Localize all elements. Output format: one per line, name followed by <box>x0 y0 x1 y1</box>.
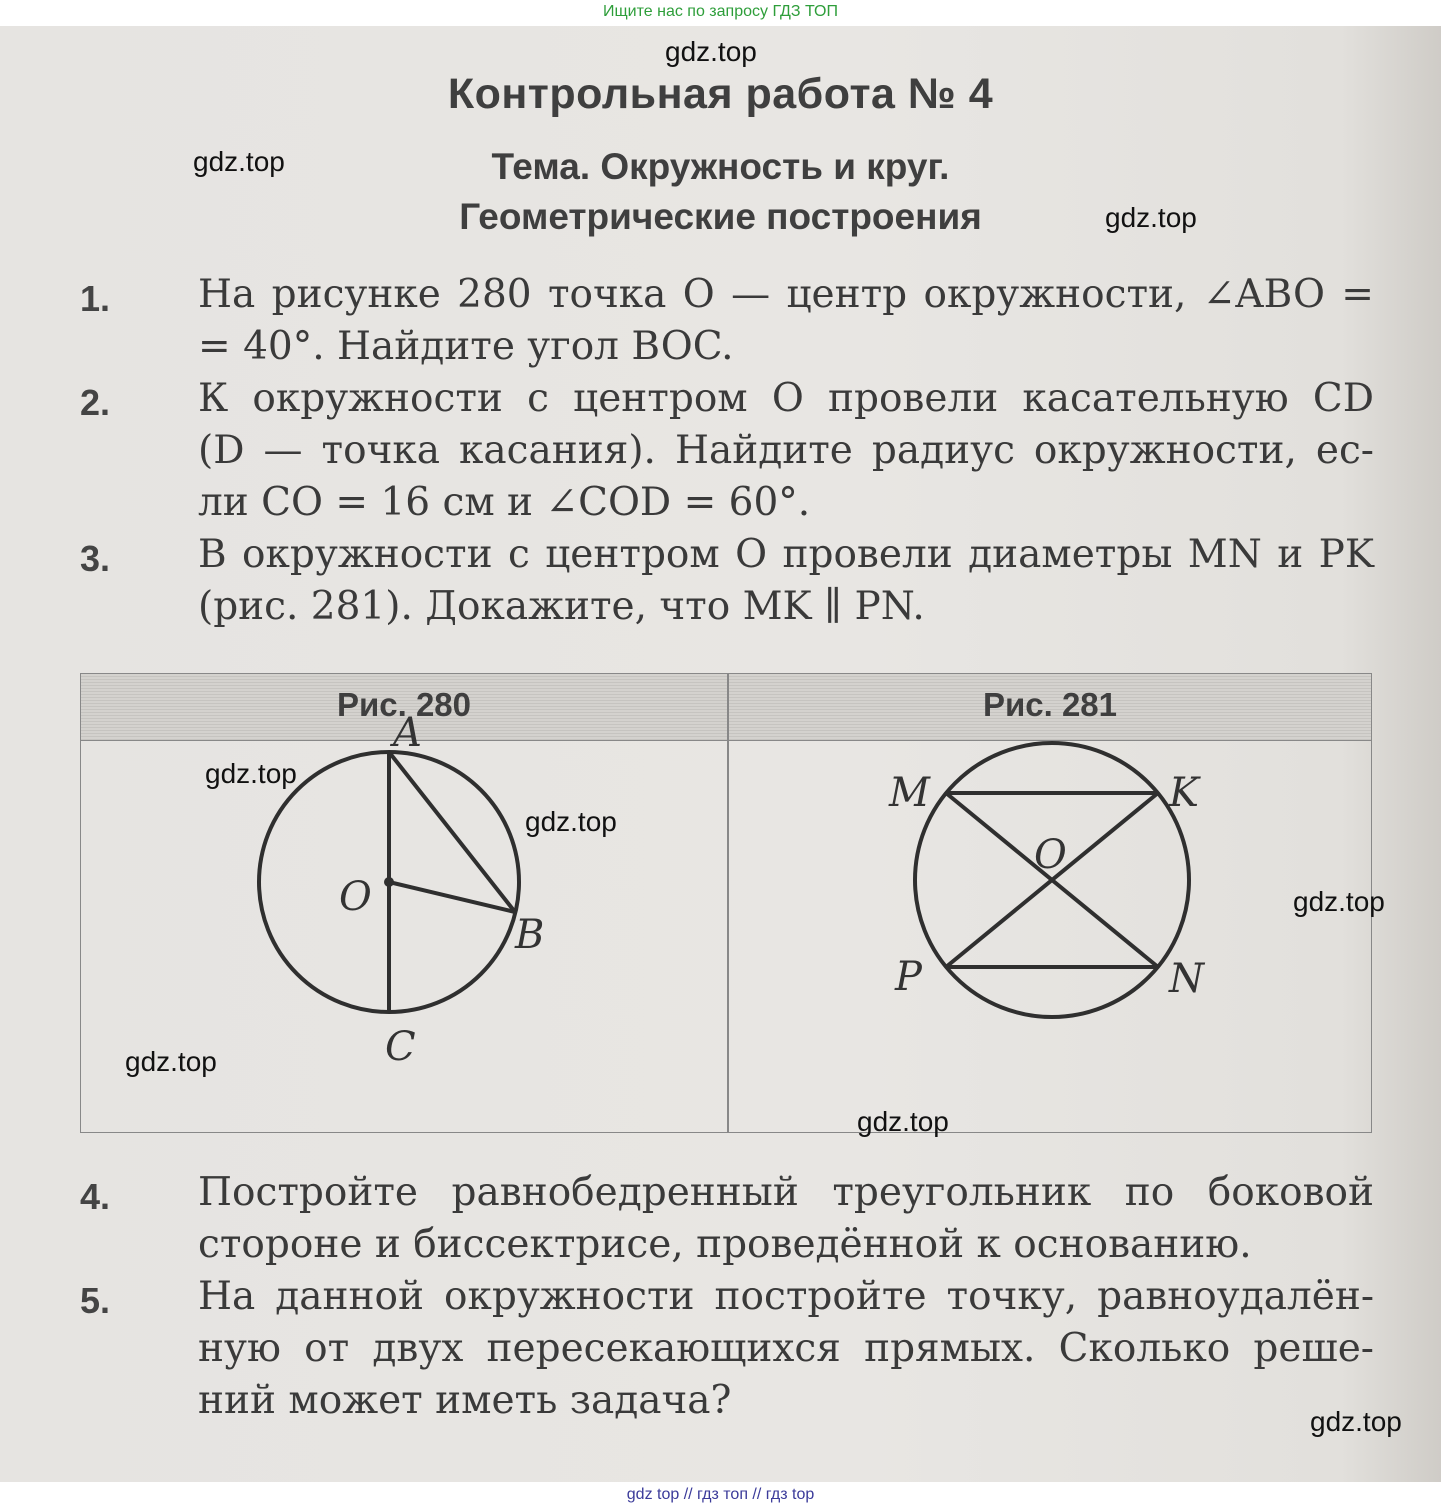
fig-280-label-o: O <box>339 874 372 920</box>
fig-280-center-point <box>384 877 394 887</box>
task-5-number: 5. <box>80 1280 111 1321</box>
task-3-line-2: (рис. 281). Докажите, что MK ∥ PN. <box>198 584 925 629</box>
task-2-line-1: К окружности с центром O провели касательную CD <box>198 376 1374 421</box>
watermark: gdz.top <box>193 146 285 177</box>
task-2-number: 2. <box>80 382 111 423</box>
task-4-number: 4. <box>80 1176 111 1217</box>
watermark: gdz.top <box>857 1106 949 1137</box>
fig-281-label-n: N <box>1169 956 1204 1002</box>
fig-281-label-m: M <box>889 770 930 816</box>
fig-280-label-b: B <box>515 912 545 958</box>
watermark: gdz.top <box>1310 1406 1402 1437</box>
task-2-line-3: ли CO = 16 см и ∠COD = 60°. <box>198 480 811 525</box>
watermark: gdz.top <box>665 36 757 67</box>
watermark: gdz.top <box>1293 886 1385 917</box>
task-5-line-2: ную от двух пересекающихся прямых. Сколько реше- <box>198 1326 1374 1371</box>
fig-281-caption: Рис. 281 <box>982 686 1118 723</box>
task-4-line-2: стороне и биссектрисе, проведённой к основанию. <box>198 1222 1252 1267</box>
task-1-line-1: На рисунке 280 точка O — центр окружности, ∠ABO = <box>198 272 1374 317</box>
fig-280-label-a: A <box>393 710 422 756</box>
figures-table <box>80 673 1372 1133</box>
task-5-line-1: На данной окружности постройте точку, равноудалён- <box>198 1274 1374 1319</box>
watermark: gdz.top <box>125 1046 217 1077</box>
topic-line-1: Тема. Окружность и круг. <box>491 146 950 187</box>
watermark: gdz.top <box>1105 202 1197 233</box>
watermark: gdz.top <box>205 758 297 789</box>
watermark: gdz.top <box>525 806 617 837</box>
task-2-line-2: (D — точка касания). Найдите радиус окружности, ес- <box>198 428 1374 473</box>
task-4-line-1: Постройте равнобедренный треугольник по боковой <box>198 1170 1374 1215</box>
task-5-line-3: ний может иметь задача? <box>198 1378 732 1423</box>
fig-280-label-c: C <box>385 1024 416 1070</box>
fig-281-label-o: O <box>1034 832 1067 878</box>
fig-281-label-p: P <box>895 954 922 1000</box>
textbook-page <box>0 26 1441 1482</box>
task-3-line-1: В окружности с центром O провели диаметры MN и PK <box>198 532 1374 577</box>
fig-281-label-k: K <box>1169 770 1199 816</box>
promo-banner-top: Ищите нас по запросу ГДЗ ТОП <box>603 3 838 20</box>
promo-banner-bottom: gdz top // гдз топ // гдз top <box>626 1486 815 1503</box>
fig-280-caption: Рис. 280 <box>336 686 472 723</box>
task-3-number: 3. <box>80 538 111 579</box>
topic-line-2: Геометрические построения <box>459 196 982 237</box>
task-1-line-2: = 40°. Найдите угол BOC. <box>198 324 734 369</box>
task-1-number: 1. <box>80 278 111 319</box>
fig-281-diagram <box>727 740 1373 1130</box>
page-title: Контрольная работа № 4 <box>447 70 994 118</box>
